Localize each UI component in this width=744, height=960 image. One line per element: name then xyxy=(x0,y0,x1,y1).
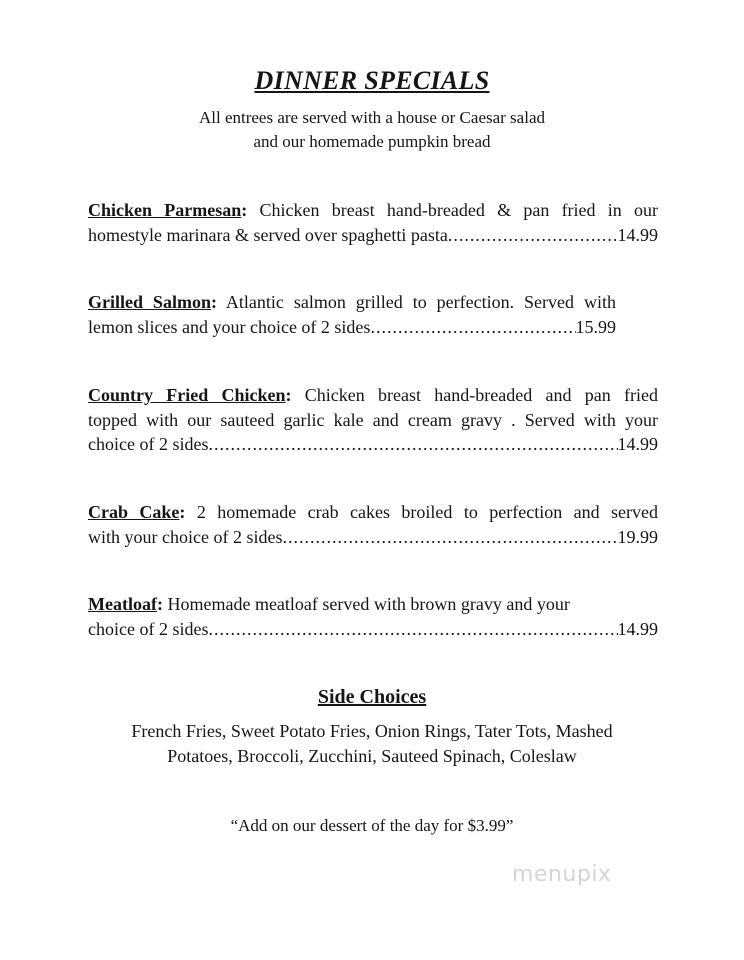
subtitle-line: All entrees are served with a house or Caesar salad xyxy=(198,108,545,127)
item-price: 19.99 xyxy=(617,526,658,547)
item-description: Homemade meatloaf served with brown gravy and your xyxy=(167,594,570,614)
dot-leader xyxy=(282,525,617,550)
menu-item-meatloaf: Meatloaf: Homemade meatloaf served with brown gravy and your choice of 2 sides ..... 14.99 xyxy=(88,592,658,641)
item-price: 14.99 xyxy=(617,434,658,454)
item-name: Crab Cake xyxy=(88,502,180,522)
page-title: DINNER SPECIALS xyxy=(254,66,490,95)
item-description: lemon slices and your choice of 2 sides xyxy=(88,316,371,337)
item-name: Meatloaf xyxy=(88,594,157,614)
item-description: Chicken breast hand-breaded & pan fried in our xyxy=(259,200,659,220)
item-price: 14.99 xyxy=(617,618,658,639)
item-price: 14.99 xyxy=(617,224,658,245)
side-choices-heading: Side Choices xyxy=(317,686,427,708)
item-description: with your choice of 2 sides xyxy=(88,526,283,547)
menu-item-country-fried-chicken: Country Fried Chicken: Chicken breast hand-breaded and pan fried topped with our sauteed garlic kale and cream gravy . Served with your choice of 2 sides ..... 14.99 xyxy=(88,383,658,457)
item-description: 2 homemade crab cakes broiled to perfection and served xyxy=(196,502,659,522)
item-description: topped with our sauteed garlic kale and cream gravy . Served with your xyxy=(88,409,658,430)
dot-leader xyxy=(370,315,575,340)
item-name: Grilled Salmon xyxy=(88,292,211,312)
menu-item-grilled-salmon: Grilled Salmon: Atlantic salmon grilled to perfection. Served with lemon slices and your choice of 2 sides ..... 15.99 xyxy=(88,290,616,339)
side-choices-line: Potatoes, Broccoli, Zucchini, Sauteed Spinach, Coleslaw xyxy=(167,746,577,766)
item-description: Chicken breast hand-breaded and pan fried xyxy=(304,385,658,405)
dot-leader xyxy=(208,617,617,642)
item-price: 15.99 xyxy=(575,316,616,337)
dessert-note: “Add on our dessert of the day for $3.99” xyxy=(230,816,514,835)
item-name: Chicken Parmesan xyxy=(88,200,242,220)
item-description: choice of 2 sides xyxy=(88,618,209,639)
item-description: Atlantic salmon grilled to perfection. Served with xyxy=(225,292,616,312)
dot-leader xyxy=(448,223,618,248)
menu-item-crab-cake: Crab Cake: 2 homemade crab cakes broiled to perfection and served with your choice of 2 sides ..... 19.99 xyxy=(88,500,658,549)
subtitle-line: and our homemade pumpkin bread xyxy=(253,132,491,151)
item-name: Country Fried Chicken xyxy=(88,385,286,405)
item-description: choice of 2 sides xyxy=(88,434,209,454)
side-choices-line: French Fries, Sweet Potato Fries, Onion Rings, Tater Tots, Mashed xyxy=(131,721,613,741)
watermark-logo: menupix xyxy=(512,862,612,887)
item-description: homestyle marinara & served over spaghetti pasta xyxy=(88,224,448,245)
menu-item-chicken-parmesan: Chicken Parmesan: Chicken breast hand-breaded & pan fried in our homestyle marinara & served over spaghetti pasta ..... 14.99 xyxy=(88,198,658,247)
dot-leader xyxy=(208,432,617,457)
